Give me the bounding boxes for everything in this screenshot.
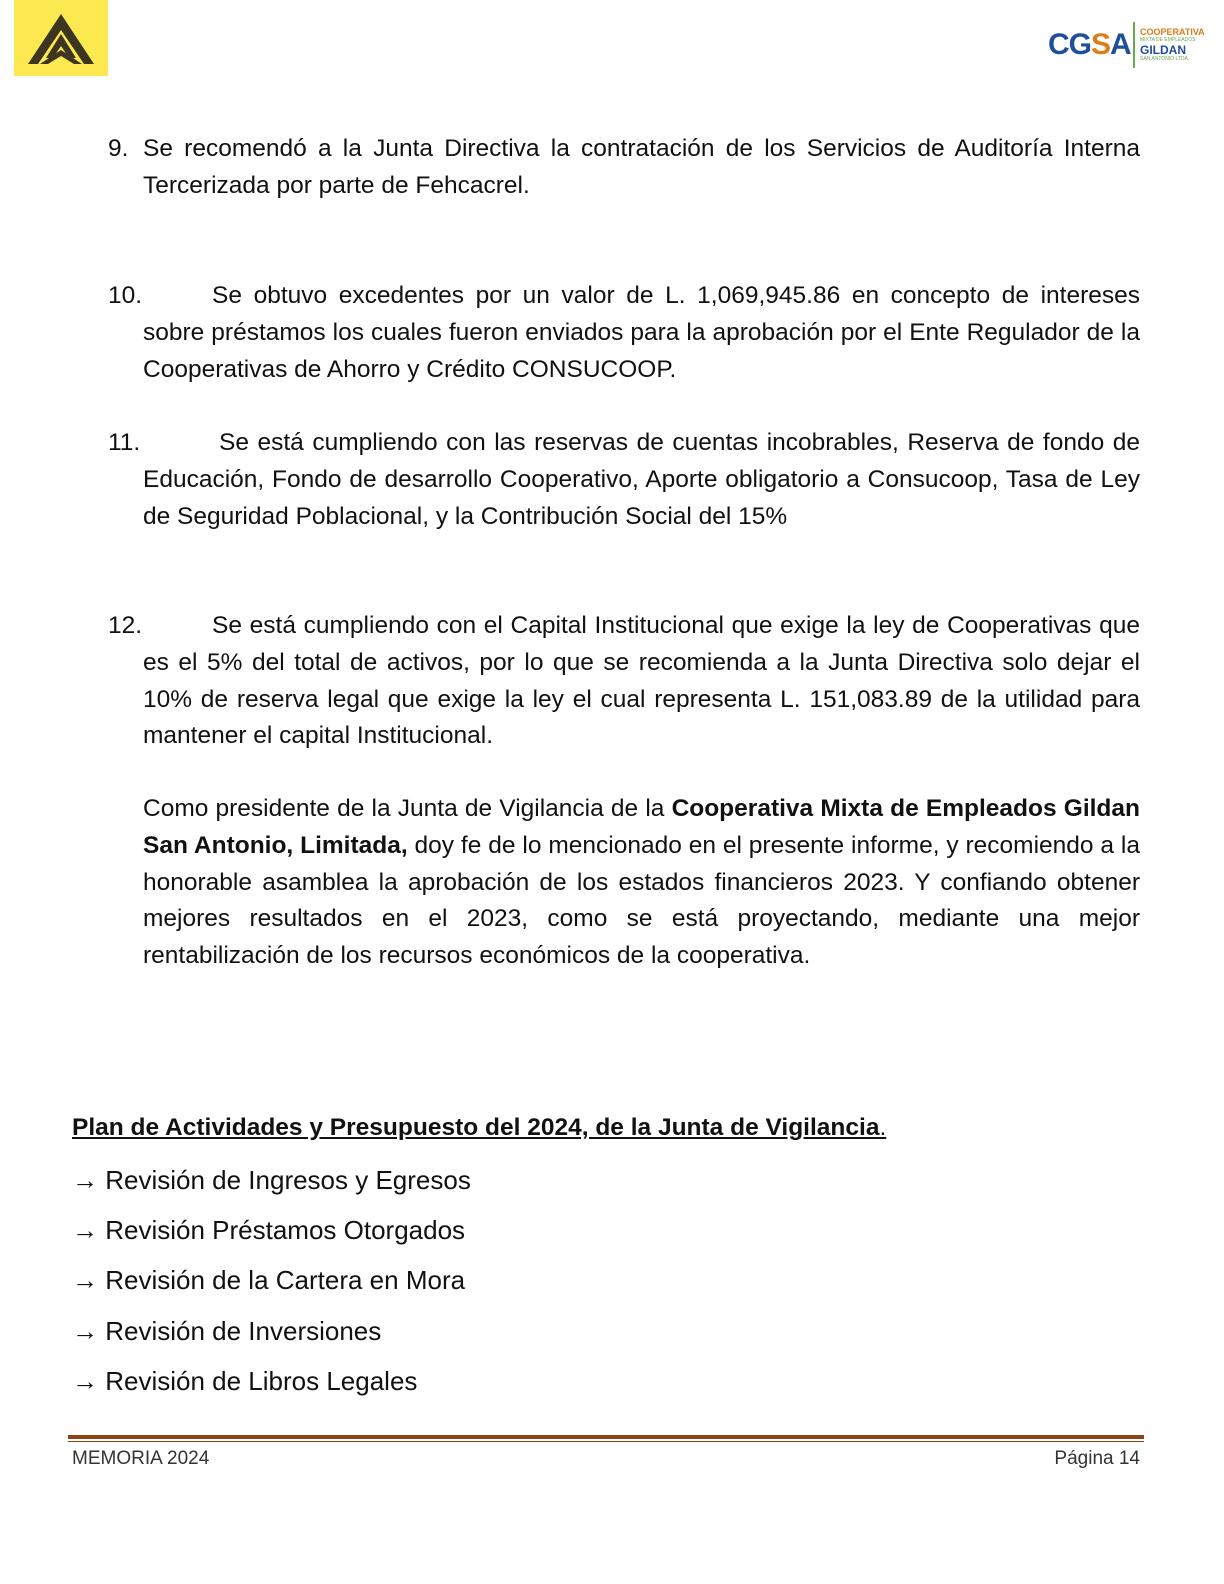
plan-activity-item: → Revisión de la Cartera en Mora	[72, 1265, 466, 1296]
item-number: 11.	[108, 429, 141, 456]
list-item-12	[108, 608, 1140, 755]
footer-title: MEMORIA 2024	[72, 1448, 210, 1469]
brand-logo-wordmark	[1048, 28, 1131, 62]
list-item-10	[108, 278, 1140, 388]
brand-letter-a: A	[1110, 28, 1131, 61]
brand-line-3: GILDAN	[1140, 43, 1186, 57]
plan-activity-list	[72, 1163, 471, 1414]
brand-line-4: SAN ANTONIO LTDA.	[1140, 56, 1190, 62]
item-text: Se recomendó a la Junta Directiva la contratación de los Servicios de Auditoría Interna Tercerizada por parte de Fehcacrel.	[143, 135, 1140, 199]
list-item-11	[108, 425, 1140, 535]
list-item-9	[108, 131, 1140, 205]
plan-activity-item: → Revisión Préstamos Otorgados	[72, 1215, 466, 1246]
item-text: Se está cumpliendo con el Capital Institucional que exige la ley de Cooperativas que es el 5% del total de activos, por lo que se recomienda a la Junta Directiva solo dejar el 10% de reserva legal que exige la ley el cual representa L. 151,083.89 de la utilidad para mantener el capital Institucional.	[143, 612, 1140, 750]
closing-rest: doy fe de lo mencionado en el presente informe, y recomiendo a la honorable asamblea la aprobación de los estados financieros 2023. Y confiando obtener mejores resultados en el 2023, como se está proyectando, mediante una mejor rentabilización de los recursos económicos de la cooperativa.	[143, 831, 1140, 970]
corner-logo	[14, 0, 108, 76]
mountain-logo-icon	[14, 0, 108, 76]
plan-title-text: Plan de Actividades y Presupuesto del 2024, de la Junta de Vigilancia	[72, 1114, 880, 1141]
cooperative-name: Cooperativa Mixta de Empleados Gildan San Antonio, Limitada,	[143, 795, 1140, 859]
plan-activity-item: → Revisión de Ingresos y Egresos	[72, 1165, 471, 1195]
item-number: 12.	[108, 612, 143, 639]
item-number: 10.	[108, 282, 143, 309]
item-text: Se obtuvo excedentes por un valor de L. 1,069,945.86 en concepto de intereses sobre préstamos los cuales fueron enviados para la aprobación por el Ente Regulador de la Cooperativas de Ahorro y Crédito CONSUCOOP.	[143, 282, 1140, 383]
item-text: Se está cumpliendo con las reservas de cuentas incobrables, Reserva de fondo de Educación, Fondo de desarrollo Cooperativo, Aporte obligatorio a Consucoop, Tasa de Ley de Seguridad Poblacional, y la Contribución Social del 15%	[143, 429, 1140, 530]
brand-subtitle	[1140, 28, 1205, 62]
page-number: Página 14	[1054, 1448, 1140, 1469]
brand-letter-s: S	[1091, 28, 1111, 61]
brand-line-1: COOPERATIVA	[1140, 27, 1205, 37]
brand-line-2: MIXTA DE EMPLEADOS	[1140, 37, 1196, 43]
plan-title-period: .	[879, 1114, 887, 1141]
item-number: 9.	[108, 135, 129, 162]
footer-rule-thin	[68, 1441, 1144, 1442]
footer-rule	[68, 1435, 1144, 1439]
brand-divider	[1133, 22, 1135, 68]
plan-activity-item: → Revisión de Inversiones	[72, 1315, 382, 1346]
plan-title	[72, 1114, 886, 1142]
closing-paragraph	[143, 791, 1140, 975]
plan-activity-item: → Revisión de Libros Legales	[72, 1365, 418, 1396]
brand-letters-cg: CG	[1048, 28, 1091, 61]
closing-intro: Como presidente de la Junta de Vigilancia de la	[143, 795, 672, 822]
